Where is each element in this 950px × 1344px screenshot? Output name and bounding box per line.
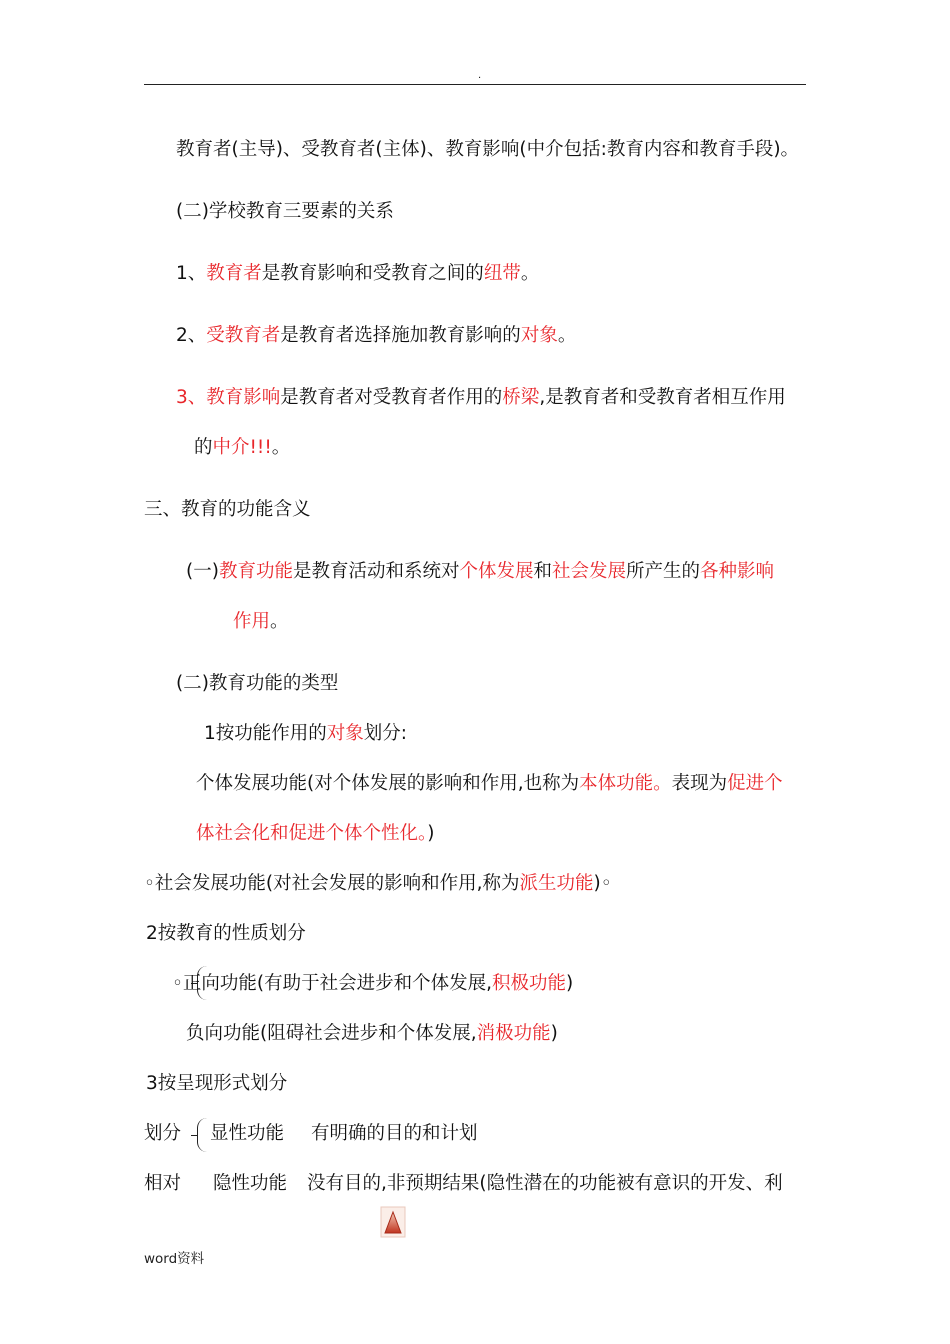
text: 。 [270,611,289,632]
highlight: 派生功能 [519,873,594,894]
text: 划分: [363,723,408,744]
highlight: 3、教育影响 [176,387,281,408]
line-function-types: (二)教育功能的类型 [176,673,339,694]
line-individual-function-cont [196,822,434,846]
highlight: 中介!!! [212,437,272,458]
line-section-3: 三、教育的功能含义 [144,499,311,520]
line-implicit-desc: 没有目的,非预期结果(隐性潜在的功能被有意识的开发、利 [307,1173,783,1194]
highlight: 体社会化和促进个体个性化。 [196,823,428,844]
line-explicit-function: 显性功能 [210,1123,285,1144]
text: )◦ [593,873,612,894]
text: ,是教育者和受教育者相互作用 [539,387,786,408]
text: 是教育影响和受教育之间的 [261,263,484,284]
text: 。 [557,325,577,346]
highlight: 对象 [326,723,364,744]
text: 。 [271,437,291,458]
highlight: 积极功能 [492,973,567,994]
line-explicit-label: 划分 [144,1123,182,1144]
highlight: 促进个 [727,773,783,794]
line-section-2: (二)学校教育三要素的关系 [176,201,394,222]
highlight: 消极功能 [476,1023,551,1044]
line-by-object [204,722,407,746]
footer-label: word资料 [144,1251,205,1267]
text: 的 [194,437,213,458]
text: 是教育活动和系统对 [292,561,460,582]
text: ◦正 [172,973,202,994]
highlight: 各种影响 [700,561,775,582]
text: 。 [520,263,540,284]
header-dot: . [478,70,482,81]
highlight: 本体功能。 [579,773,672,794]
line-implicit-function: 隐性功能 [213,1173,288,1194]
header-rule [144,84,806,85]
line-relation-1 [176,262,539,286]
text: 1按功能作用的 [204,723,327,744]
line-individual-function [196,772,783,796]
brace-mark [197,1118,208,1152]
highlight: 作用 [233,611,271,632]
line-explicit-desc: 有明确的目的和计划 [311,1123,478,1144]
highlight: 纽带 [483,263,521,284]
warning-triangle-icon [380,1205,406,1239]
highlight: 教育功能 [218,561,293,582]
text: 2、 [176,325,207,346]
line-positive-function [172,972,573,996]
text: ) [427,823,435,844]
line-function-def-cont [233,610,289,634]
text: 表现为 [671,773,728,794]
line-relation-2 [176,324,576,348]
highlight: 对象 [520,325,558,346]
text: (一) [186,561,219,582]
highlight: 教育者 [206,263,262,284]
text: 向功能(有助于社会进步和个体发展, [201,973,493,994]
line-function-def [186,560,774,584]
highlight: 社会发展 [552,561,627,582]
text: 所产生的 [626,561,701,582]
highlight: 受教育者 [206,325,281,346]
line-relation-3-cont [194,436,290,460]
text: 是教育者对受教育者作用的 [280,387,503,408]
text: 负向功能(阻碍社会进步和个体发展, [186,1023,477,1044]
line-social-function [144,872,612,896]
line-negative-function [186,1022,558,1046]
highlight: 桥梁 [502,387,540,408]
text: 是教育者选择施加教育影响的 [280,325,521,346]
text: 和 [533,561,552,582]
text: ) [566,973,574,994]
highlight: 个体发展 [459,561,534,582]
line-relation-3 [176,386,786,410]
text: ◦社会发展功能(对社会发展的影响和作用,称为 [144,873,520,894]
text: ) [550,1023,558,1044]
line-implicit-label: 相对 [144,1173,182,1194]
text: 1、 [176,263,207,284]
line-by-form: 3按呈现形式划分 [146,1073,288,1094]
line-elements: 教育者(主导)、受教育者(主体)、教育影响(中介包括:教育内容和教育手段)。 [176,139,800,160]
text: 个体发展功能(对个体发展的影响和作用,也称为 [196,773,580,794]
line-by-nature: 2按教育的性质划分 [146,923,306,944]
